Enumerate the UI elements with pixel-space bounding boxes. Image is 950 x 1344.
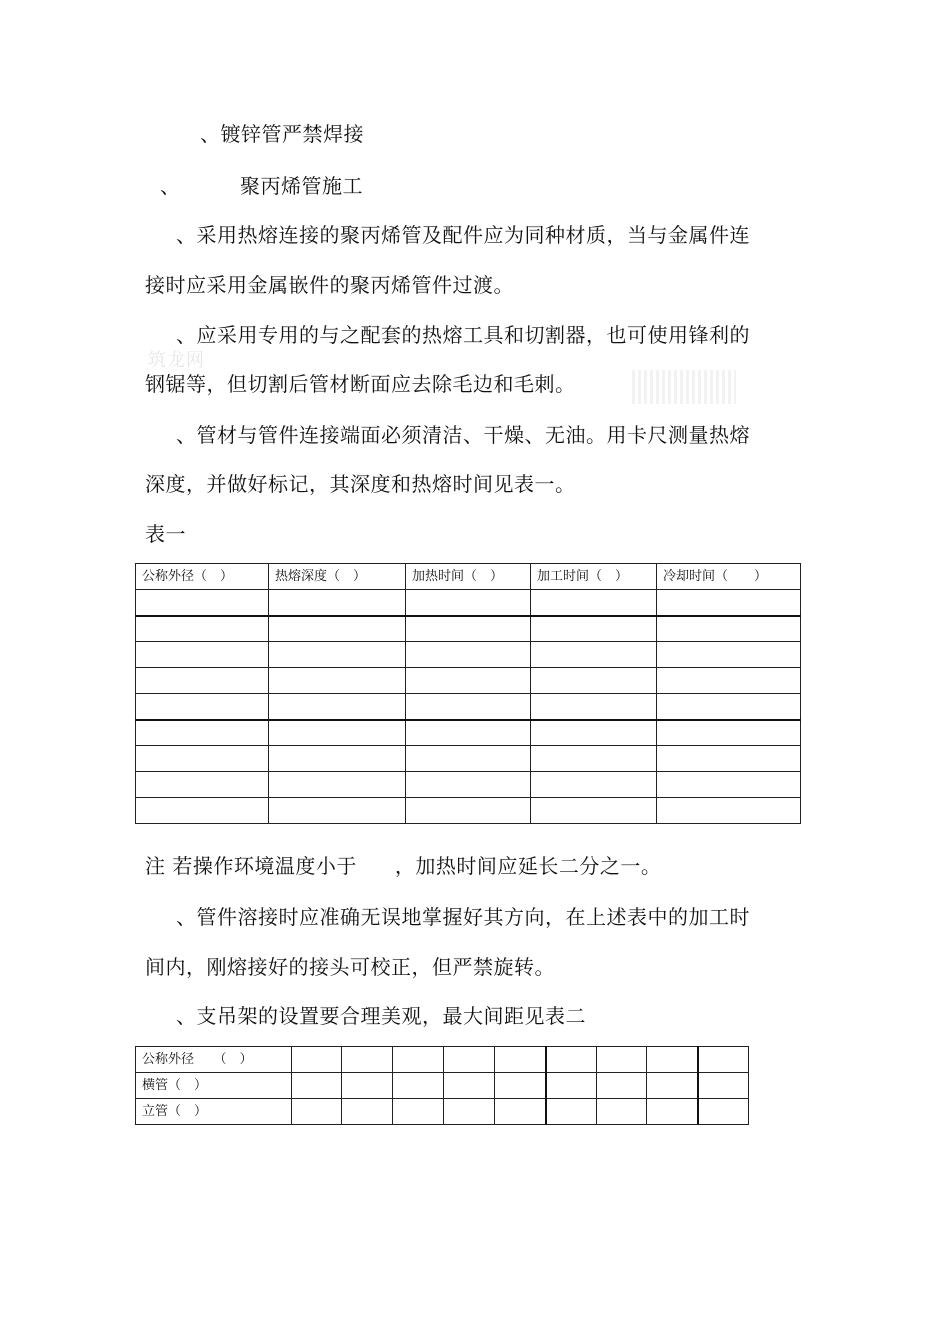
table-2-row-diameter bbox=[136, 1047, 749, 1073]
table-row bbox=[136, 668, 801, 694]
table-row bbox=[136, 616, 801, 642]
section-title: 聚丙烯管施工 bbox=[240, 174, 363, 198]
table-2-row-label: 横管（ ） bbox=[136, 1073, 292, 1099]
note-part-2: ，加热时间应延长二分之一。 bbox=[394, 854, 662, 878]
paragraph-2-line-1: 、应采用专用的与之配套的热熔工具和切割器，也可使用锋利的 bbox=[176, 323, 750, 347]
table-1-header-cell: 加工时间（ ） bbox=[531, 564, 657, 590]
table-1-header-cell: 加热时间（ ） bbox=[406, 564, 531, 590]
faded-watermark-image bbox=[632, 370, 736, 404]
table-row bbox=[136, 772, 801, 798]
table-row bbox=[136, 746, 801, 772]
table-1-header-cell: 公称外径（ ） bbox=[136, 564, 269, 590]
table-2-row-label: 公称外径 （ ） bbox=[136, 1047, 292, 1073]
table-1-header-row bbox=[136, 564, 801, 590]
table-row bbox=[136, 720, 801, 746]
watermark-text: 筑龙网 bbox=[148, 350, 205, 371]
paragraph-4-line-1: 、管件溶接时应准确无误地掌握好其方向，在上述表中的加工时 bbox=[176, 905, 750, 929]
table-1 bbox=[135, 563, 801, 824]
table-row bbox=[136, 694, 801, 720]
paragraph-4-line-2: 间内，刚熔接好的接头可校正，但严禁旋转。 bbox=[145, 955, 555, 979]
paragraph-1-line-2: 接时应采用金属嵌件的聚丙烯管件过渡。 bbox=[145, 273, 514, 297]
note-temperature bbox=[145, 853, 661, 879]
paragraph-3-line-1: 、管材与管件连接端面必须清洁、干燥、无油。用卡尺测量热熔 bbox=[176, 423, 750, 447]
table-row bbox=[136, 798, 801, 824]
table-row bbox=[136, 590, 801, 616]
paragraph-1-line-1: 、采用热熔连接的聚丙烯管及配件应为同种材质，当与金属件连 bbox=[176, 223, 750, 247]
table-2-row-vertical bbox=[136, 1099, 749, 1125]
table-1-label: 表一 bbox=[145, 522, 186, 546]
table-2 bbox=[135, 1046, 749, 1125]
section-number: 、 bbox=[160, 174, 181, 198]
table-row bbox=[136, 642, 801, 668]
heading-galvanized-pipe: 、镀锌管严禁焊接 bbox=[200, 122, 364, 146]
paragraph-3-line-2: 深度，并做好标记，其深度和热熔时间见表一。 bbox=[145, 472, 576, 496]
table-1-header-cell: 冷却时间（ ） bbox=[657, 564, 801, 590]
paragraph-2-line-2: 钢锯等，但切割后管材断面应去除毛边和毛刺。 bbox=[145, 372, 576, 396]
table-2-row-label: 立管（ ） bbox=[136, 1099, 292, 1125]
note-part-1: 注 若操作环境温度小于 bbox=[145, 854, 357, 878]
table-1-header-cell: 热熔深度（ ） bbox=[269, 564, 406, 590]
table-2-row-horizontal bbox=[136, 1073, 749, 1099]
paragraph-5: 、支吊架的设置要合理美观，最大间距见表二 bbox=[176, 1004, 586, 1028]
